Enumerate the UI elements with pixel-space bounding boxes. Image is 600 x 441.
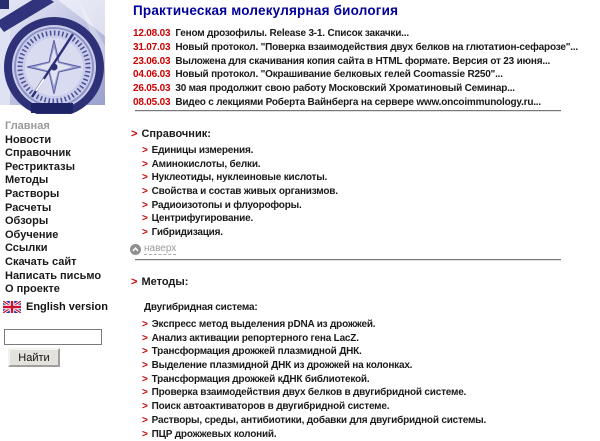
- list-item[interactable]: [142, 414, 486, 428]
- arrow-icon: >: [142, 145, 148, 156]
- arrow-icon: >: [142, 333, 148, 344]
- list-item-label: Радиоизотопы и флуорофоры.: [152, 200, 302, 211]
- list-item-label: Экспресс метод выделения pDNA из дрожжей.: [152, 319, 376, 330]
- list-item[interactable]: [142, 318, 486, 332]
- spravochnik-list: [142, 144, 338, 240]
- arrow-icon: >: [142, 346, 148, 357]
- sidebar-item-glavnaya: Главная: [5, 120, 101, 134]
- sidebar-item-rastvory[interactable]: Растворы: [5, 188, 101, 202]
- news-item: [133, 68, 578, 82]
- list-item-label: Растворы, среды, антибиотики, добавки для двугибридной системы.: [152, 415, 486, 426]
- list-item-label: Единицы измерения.: [152, 145, 254, 156]
- sidebar-item-raschety[interactable]: Расчеты: [5, 202, 101, 216]
- arrow-icon: >: [142, 360, 148, 371]
- list-item[interactable]: [142, 428, 486, 441]
- uk-flag-icon: [3, 301, 21, 313]
- news-date: 31.07.03: [133, 42, 170, 53]
- list-item-label: Аминокислоты, белки.: [152, 159, 261, 170]
- sidebar-item-novosti[interactable]: Новости: [5, 134, 101, 148]
- sidebar-item-obzory[interactable]: Обзоры: [5, 215, 101, 229]
- list-item-label: Трансформация дрожжей плазмидной ДНК.: [152, 346, 362, 357]
- news-item: [133, 41, 578, 55]
- list-item-label: Центрифугирование.: [152, 213, 253, 224]
- list-item[interactable]: [142, 373, 486, 387]
- compass-photo-svg: [0, 0, 110, 114]
- arrow-icon: >: [142, 227, 148, 238]
- sidebar-item-skachat-sait[interactable]: Скачать сайт: [5, 256, 101, 270]
- news-link[interactable]: Геном дрозофилы. Release 3-1. Список закачки...: [175, 28, 409, 39]
- news-item: [133, 27, 578, 41]
- section-heading-label: Справочник:: [141, 128, 210, 140]
- arrow-icon: >: [142, 319, 148, 330]
- news-item: [133, 96, 578, 110]
- sidebar-item-ssylki[interactable]: Ссылки: [5, 242, 101, 256]
- list-item[interactable]: [142, 345, 486, 359]
- list-item-label: ПЦР дрожжевых колоний.: [152, 429, 277, 440]
- list-item[interactable]: [142, 212, 338, 226]
- search-button[interactable]: Найти: [8, 348, 60, 367]
- list-item-label: Нуклеотиды, нуклеиновые кислоты.: [152, 172, 328, 183]
- news-list: [133, 27, 578, 110]
- news-link[interactable]: Выложена для скачивания копия сайта в HTML формате. Версия от 23 июня...: [175, 56, 550, 67]
- sidebar-item-obuchenie[interactable]: Обучение: [5, 229, 101, 243]
- sidebar-item-spravochnik[interactable]: Справочник: [5, 147, 101, 161]
- list-item-label: Свойства и состав живых организмов.: [152, 186, 338, 197]
- list-item[interactable]: [142, 386, 486, 400]
- news-date: 23.06.03: [133, 56, 170, 67]
- list-item[interactable]: [142, 400, 486, 414]
- metody-subheading: Двугибридная система:: [144, 302, 257, 313]
- arrow-icon: >: [142, 213, 148, 224]
- arrow-icon: >: [142, 415, 148, 426]
- news-date: 04.06.03: [133, 69, 170, 80]
- list-item[interactable]: [142, 359, 486, 373]
- news-item: [133, 82, 578, 96]
- section-heading-label: Методы:: [141, 276, 188, 288]
- arrow-icon: >: [142, 200, 148, 211]
- news-item: [133, 55, 578, 69]
- news-date: 26.05.03: [133, 83, 170, 94]
- list-item[interactable]: [142, 226, 338, 240]
- search-input[interactable]: [4, 329, 102, 345]
- arrow-icon: >: [142, 401, 148, 412]
- to-top-label: наверх: [144, 243, 176, 255]
- news-date: 12.08.03: [133, 28, 170, 39]
- list-item-label: Трансформация дрожжей кДНК библиотекой.: [152, 374, 370, 385]
- section-metody-heading[interactable]: [131, 276, 188, 288]
- news-date: 08.05.03: [133, 97, 170, 108]
- news-link[interactable]: 30 мая продолжит свою работу Московский Хроматиновый Семинар...: [175, 83, 515, 94]
- sidebar-nav: [5, 120, 101, 297]
- arrow-icon: >: [131, 128, 137, 140]
- up-arrow-circle-icon: [130, 244, 141, 255]
- list-item-label: Анализ активации репортерного гена LacZ.: [152, 333, 359, 344]
- sidebar-item-metody[interactable]: Методы: [5, 174, 101, 188]
- sidebar-item-napisat-pismo[interactable]: Написать письмо: [5, 270, 101, 284]
- list-item-label: Выделение плазмидной ДНК из дрожжей на колонках.: [152, 360, 413, 371]
- list-item[interactable]: [142, 158, 338, 172]
- section-spravochnik-heading[interactable]: [131, 128, 211, 140]
- english-version-label: English version: [26, 301, 108, 313]
- news-link[interactable]: Новый протокол. "Окрашивание белковых гелей Coomassie R250"...: [175, 69, 503, 80]
- english-version-link[interactable]: [3, 301, 108, 313]
- arrow-icon: >: [131, 276, 137, 288]
- sidebar-item-restriktazy[interactable]: Рестриктазы: [5, 161, 101, 175]
- arrow-icon: >: [142, 159, 148, 170]
- to-top-link[interactable]: [130, 243, 176, 255]
- news-link[interactable]: Видео с лекциями Роберта Вайнберга на сервере www.oncoimmunology.ru...: [175, 97, 541, 108]
- metody-list: [142, 318, 486, 441]
- list-item[interactable]: [142, 199, 338, 213]
- sidebar-item-o-proekte[interactable]: О проекте: [5, 283, 101, 297]
- list-item-label: Гибридизация.: [152, 227, 223, 238]
- list-item-label: Проверка взаимодействия двух белков в двугибридной системе.: [152, 387, 467, 398]
- list-item-label: Поиск автоактиваторов в двугибридной системе.: [152, 401, 390, 412]
- arrow-icon: >: [142, 387, 148, 398]
- divider: [135, 110, 561, 112]
- news-link[interactable]: Новый протокол. "Поверка взаимодействия двух белков на глютатион-сефарозе"...: [175, 42, 578, 53]
- arrow-icon: >: [142, 172, 148, 183]
- list-item[interactable]: [142, 171, 338, 185]
- list-item[interactable]: [142, 144, 338, 158]
- list-item[interactable]: [142, 332, 486, 346]
- list-item[interactable]: [142, 185, 338, 199]
- arrow-icon: >: [142, 374, 148, 385]
- arrow-icon: >: [142, 429, 148, 440]
- page-title: Практическая молекулярная биология: [133, 3, 398, 18]
- compass-image: [0, 0, 110, 114]
- arrow-icon: >: [142, 186, 148, 197]
- divider: [135, 259, 561, 261]
